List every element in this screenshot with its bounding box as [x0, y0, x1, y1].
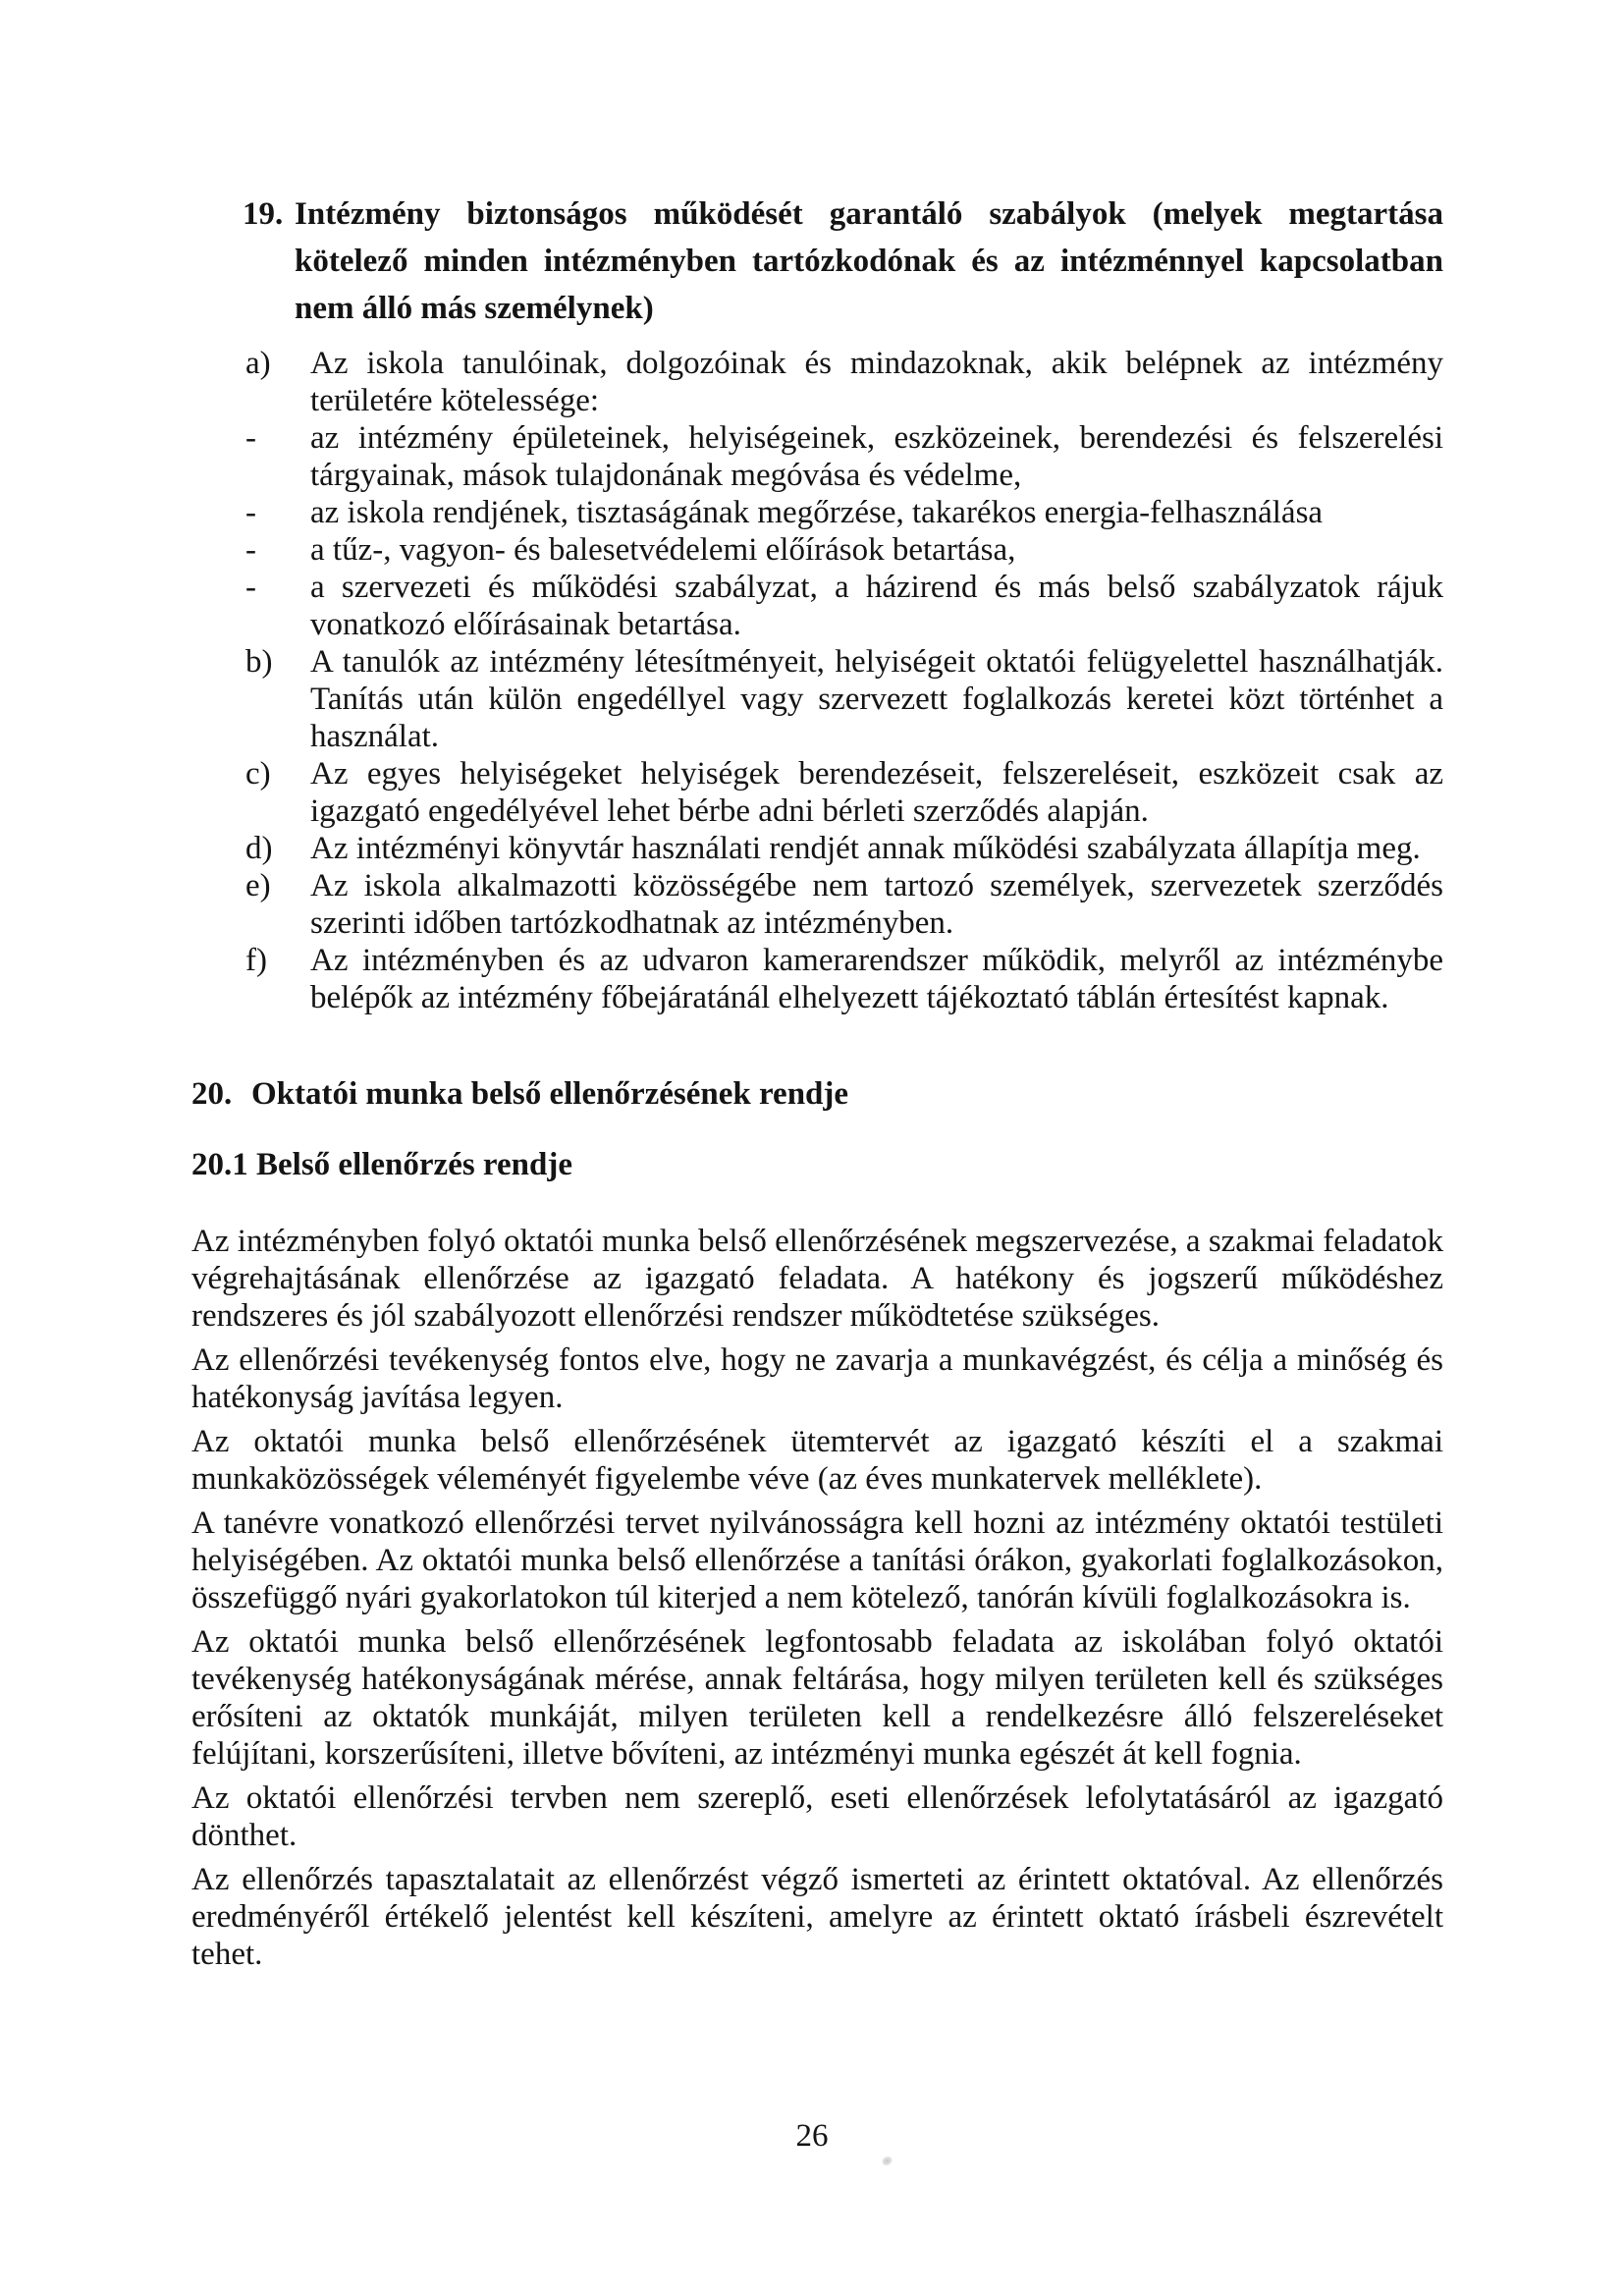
paragraph: Az ellenőrzés tapasztalatait az ellenőrzést végző ismerteti az érintett oktatóval. Az ellenőrzés eredményéről értékelő jelentést kell készíteni, amelyre az érintett oktató írásbeli észrevételt tehet.: [191, 1862, 1443, 1972]
list-marker: -: [245, 570, 256, 605]
list-marker: c): [245, 756, 271, 792]
list-item-f: [191, 942, 1443, 1016]
list-item-text: A tanulók az intézmény létesítményeit, helyiségeit oktatói felügyelettel használhatják. Tanítás után külön engedéllyel vagy szervezett foglalkozás keretei közt történhet a használat.: [310, 644, 1443, 754]
list-item-a: [191, 345, 1443, 419]
section-20-title: Oktatói munka belső ellenőrzésének rendje: [251, 1076, 849, 1112]
list-marker: f): [245, 943, 267, 978]
list-item-text: Az intézményben és az udvaron kamerarendszer működik, melyről az intézménybe belépők az intézmény főbejáratánál elhelyezett tájékoztató táblán értesítést kapnak.: [310, 943, 1443, 1015]
section-20-heading: [191, 1070, 1443, 1118]
paragraph: Az oktatói ellenőrzési tervben nem szereplő, eseti ellenőrzések lefolytatásáról az igazgató dönthet.: [191, 1780, 1443, 1853]
list-marker: d): [245, 831, 273, 866]
list-item-text: Az iskola alkalmazotti közösségébe nem tartozó személyek, szervezetek szerződés szerinti időben tartózkodhatnak az intézményben.: [310, 868, 1443, 941]
list-item-text: a tűz-, vagyon- és balesetvédelemi előírások betartása,: [310, 532, 1016, 568]
paragraph: Az intézményben folyó oktatói munka belső ellenőrzésének megszervezése, a szakmai feladatok végrehajtásának ellenőrzése az igazgató feladata. A hatékony és jogszerű működéshez rendszeres és jól szabályozott ellenőrzési rendszer működtetése szükséges.: [191, 1224, 1443, 1334]
paragraph: A tanévre vonatkozó ellenőrzési tervet nyilvánosságra kell hozni az intézmény oktatói testületi helyiségében. Az oktatói munka belső ellenőrzése a tanítási órákon, gyakorlati foglalkozásokon, összefüggő nyári gyakorlatokon túl kiterjed a nem kötelező, tanórán kívüli foglalkozásokra is.: [191, 1505, 1443, 1615]
section-20-1-number: 20.1: [191, 1147, 248, 1182]
list-item-dash-1: [191, 419, 1443, 494]
section-20-1-heading: [191, 1141, 1443, 1188]
list-marker: a): [245, 346, 271, 381]
section-19-heading: [191, 191, 1443, 332]
paragraph: Az oktatói munka belső ellenőrzésének legfontosabb feladata az iskolában folyó oktatói tevékenység hatékonyságának mérése, annak feltárása, hogy milyen területen kell és szükséges erősíteni az oktatók munkáját, milyen területen kell a rendelkezésre álló felszereléseket felújítani, korszerűsíteni, illetve bővíteni, az intézményi munka egészét át kell fognia.: [191, 1624, 1443, 1772]
list-marker: -: [245, 420, 256, 456]
list-item-c: [191, 755, 1443, 830]
list-marker: -: [245, 532, 256, 568]
list-marker: e): [245, 868, 271, 903]
scan-artifact-speck: [880, 2155, 893, 2167]
section-19-number: 19.: [243, 196, 284, 232]
list-item-b: [191, 643, 1443, 755]
document-content: [191, 191, 1443, 1980]
list-item-d: [191, 830, 1443, 867]
list-item-e: [191, 867, 1443, 942]
list-item-dash-3: [191, 531, 1443, 569]
list-item-text: Az iskola tanulóinak, dolgozóinak és mindazoknak, akik belépnek az intézmény területére kötelessége:: [310, 346, 1443, 418]
list-item-text: Az intézményi könyvtár használati rendjét annak működési szabályzata állapítja meg.: [310, 831, 1421, 866]
list-item-dash-4: [191, 569, 1443, 643]
list-item-text: az intézmény épületeinek, helyiségeinek, eszközeinek, berendezési és felszerelési tárgyainak, mások tulajdonának megóvása és védelme,: [310, 420, 1443, 493]
paragraph: Az ellenőrzési tevékenység fontos elve, hogy ne zavarja a munkavégzést, és célja a minőség és hatékonyság javítása legyen.: [191, 1342, 1443, 1415]
section-20-number: 20.: [191, 1076, 233, 1112]
section-19-list: [191, 345, 1443, 1016]
list-marker: b): [245, 644, 273, 680]
list-item-text: az iskola rendjének, tisztaságának megőrzése, takarékos energia-felhasználása: [310, 495, 1324, 530]
list-item-text: a szervezeti és működési szabályzat, a házirend és más belső szabályzatok rájuk vonatkozó előírásainak betartása.: [310, 570, 1443, 642]
page-number: 26: [795, 2118, 829, 2154]
section-20-1-title: Belső ellenőrzés rendje: [256, 1147, 572, 1182]
list-marker: -: [245, 495, 256, 530]
section-19-title: Intézmény biztonságos működését garantáló szabályok (melyek megtartása kötelező minden intézményben tartózkodónak és az intézménnyel kapcsolatban nem álló más személynek): [295, 196, 1443, 326]
list-item-dash-2: [191, 494, 1443, 531]
body-paragraphs: [191, 1223, 1443, 1973]
list-item-text: Az egyes helyiségeket helyiségek berendezéseit, felszereléseit, eszközeit csak az igazgató engedélyével lehet bérbe adni bérleti szerződés alapján.: [310, 756, 1443, 829]
paragraph: Az oktatói munka belső ellenőrzésének ütemtervét az igazgató készíti el a szakmai munkaközösségek véleményét figyelembe véve (az éves munkatervek melléklete).: [191, 1424, 1443, 1497]
